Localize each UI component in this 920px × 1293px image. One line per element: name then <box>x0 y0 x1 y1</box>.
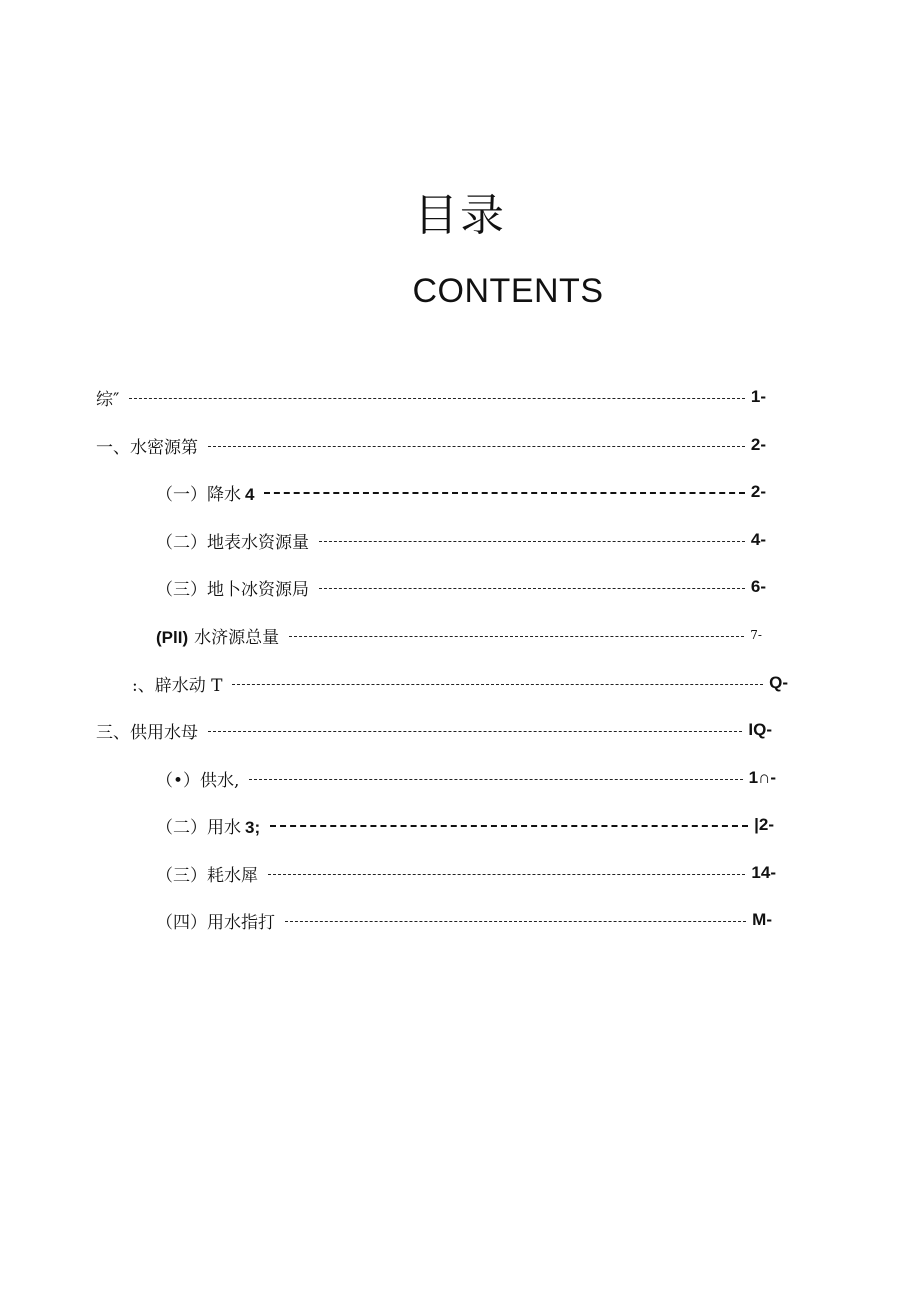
toc-entry-label: （•）供水, <box>156 770 240 791</box>
toc-entry-1-1[interactable] <box>156 477 766 507</box>
toc-entry-section-3[interactable] <box>96 715 772 745</box>
toc-dot-leader <box>289 636 744 637</box>
toc-page-number: 6- <box>750 577 766 596</box>
toc-dot-leader <box>232 684 763 685</box>
toc-entry-3-1[interactable] <box>156 763 776 793</box>
toc-entry-section-1[interactable] <box>96 430 766 460</box>
toc-entry-1-4[interactable] <box>156 620 762 650</box>
toc-dot-leader <box>264 492 744 494</box>
toc-page-number: Q- <box>769 673 788 692</box>
toc-entry-label <box>156 813 266 838</box>
toc-entry-label: 三、供用水母 <box>96 722 198 743</box>
toc-dot-leader <box>268 874 745 875</box>
toc-entry-label: （四）用水指打 <box>156 912 275 933</box>
toc-entry-label-bold: 3; <box>245 817 261 837</box>
toc-page-number: 1∩- <box>748 768 776 787</box>
toc-dot-leader <box>208 446 745 447</box>
toc-page-number: 14- <box>751 863 776 882</box>
toc-page-number: |2- <box>754 815 774 834</box>
toc-entry-label: （二）地表水资源量 <box>156 532 309 553</box>
toc-entry-label <box>156 623 285 648</box>
toc-page-number: M- <box>752 910 772 929</box>
toc-entry-3-4[interactable] <box>156 905 772 935</box>
toc-dot-leader <box>129 398 745 399</box>
toc-page-number: 4- <box>750 530 766 549</box>
toc-entry-label: （三）地卜冰资源局 <box>156 579 309 600</box>
toc-entry-label <box>156 480 260 505</box>
toc-entry-label-text: 水济源总量 <box>194 627 280 648</box>
toc-page-number: 1- <box>750 387 766 406</box>
toc-entry-label: 综″ <box>96 389 120 410</box>
toc-dot-leader <box>319 588 745 589</box>
toc-entry-1-2[interactable] <box>156 525 766 555</box>
toc-entry-label-prefix: (PlI) <box>156 627 189 647</box>
toc-entry-label: （三）耗水犀 <box>156 865 258 886</box>
toc-entry-overview[interactable] <box>96 382 766 412</box>
toc-title-english: CONTENTS <box>412 272 604 310</box>
toc-dot-leader <box>249 779 742 780</box>
toc-entry-label-bold: 4 <box>245 484 255 504</box>
toc-entry-label: :、辟水动 T <box>132 675 223 696</box>
toc-dot-leader <box>319 541 745 542</box>
toc-entry-section-2[interactable] <box>132 668 788 698</box>
toc-dot-leader <box>208 731 742 732</box>
toc-entry-1-3[interactable] <box>156 572 766 602</box>
toc-title-chinese <box>0 188 920 244</box>
toc-entry-label: 一、水密源第 <box>96 437 198 458</box>
toc-entry-3-3[interactable] <box>156 858 776 888</box>
toc-page-number: 7- <box>750 628 762 642</box>
toc-title-chinese-text: 目录 <box>414 190 506 241</box>
toc-page-number: IQ- <box>748 720 772 739</box>
toc-dot-leader <box>285 921 746 922</box>
toc-entry-label-text: （一）降水 <box>156 484 241 505</box>
toc-entry-label-text: （二）用水 <box>156 817 241 838</box>
toc-dot-leader <box>270 825 748 827</box>
toc-page-number: 2- <box>750 482 766 501</box>
toc-entry-3-2[interactable] <box>156 810 774 840</box>
toc-page-number: 2- <box>750 435 766 454</box>
